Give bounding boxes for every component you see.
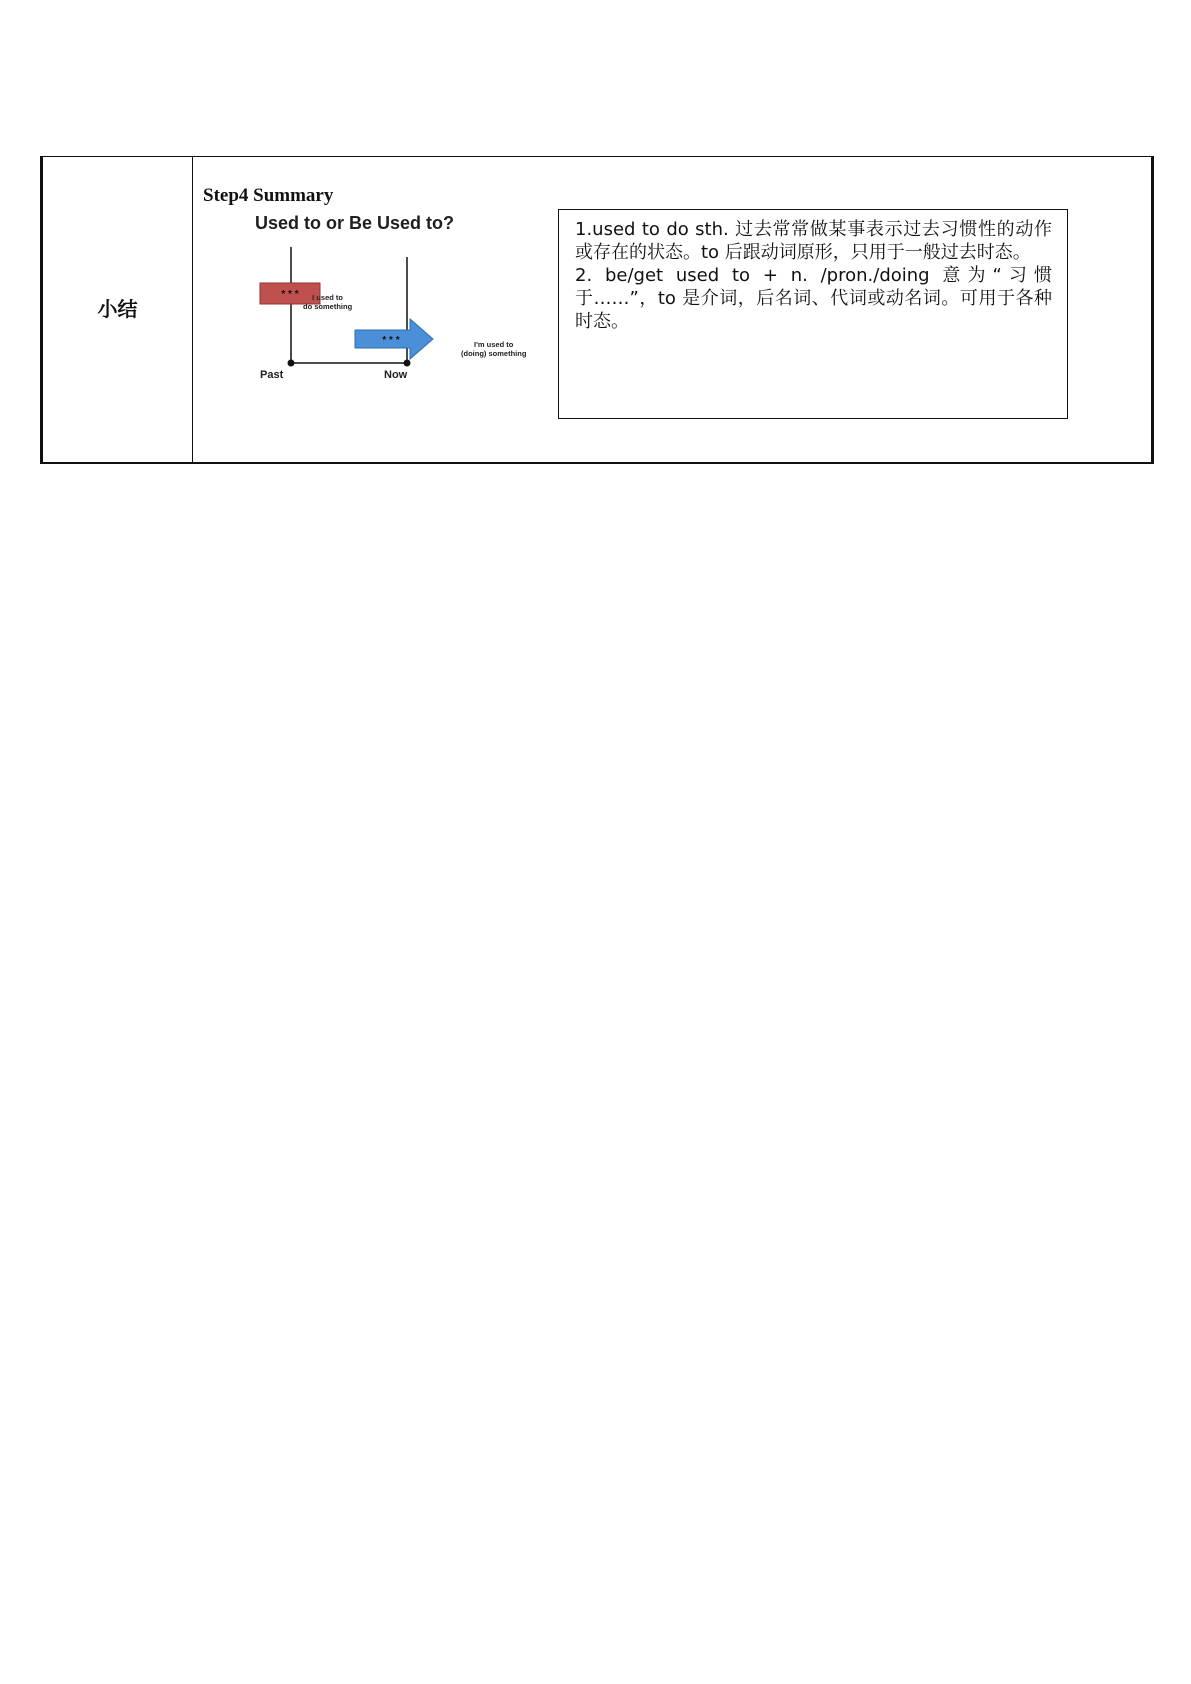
timeline-graphic	[228, 213, 548, 393]
row-label-cell	[43, 157, 192, 462]
used-to-diagram	[228, 213, 548, 393]
column-divider	[192, 157, 193, 462]
grammar-notes-box	[558, 209, 1068, 419]
now-arrow-text: * * *	[382, 335, 400, 346]
past-dot	[288, 360, 295, 367]
summary-table	[40, 156, 1154, 464]
now-dot	[404, 360, 411, 367]
past-callout-line2: do something	[303, 302, 353, 311]
row-label: 小结	[97, 297, 138, 321]
now-label: Now	[384, 369, 408, 381]
step-title: Step4 Summary	[203, 185, 334, 206]
past-callout	[303, 293, 352, 311]
past-box-text: * * *	[281, 289, 299, 300]
now-callout-line1: I'm used to	[474, 340, 514, 349]
note-be-used-to: 2. be/get used to + n. /pron./doing 意为“习惯于……”，to 是介词，后名词、代词或动名词。可用于各种时态。	[575, 265, 1052, 332]
now-callout-line2: (doing) something	[461, 349, 527, 358]
note-used-to-do: 1.used to do sth. 过去常常做某事表示过去习惯性的动作或存在的状态。to 后跟动词原形，只用于一般过去时态。	[575, 219, 1052, 263]
past-callout-line1: I used to	[312, 293, 343, 302]
past-label: Past	[260, 369, 284, 381]
diagram-title: Used to or Be Used to?	[255, 213, 455, 233]
now-callout	[461, 340, 526, 358]
